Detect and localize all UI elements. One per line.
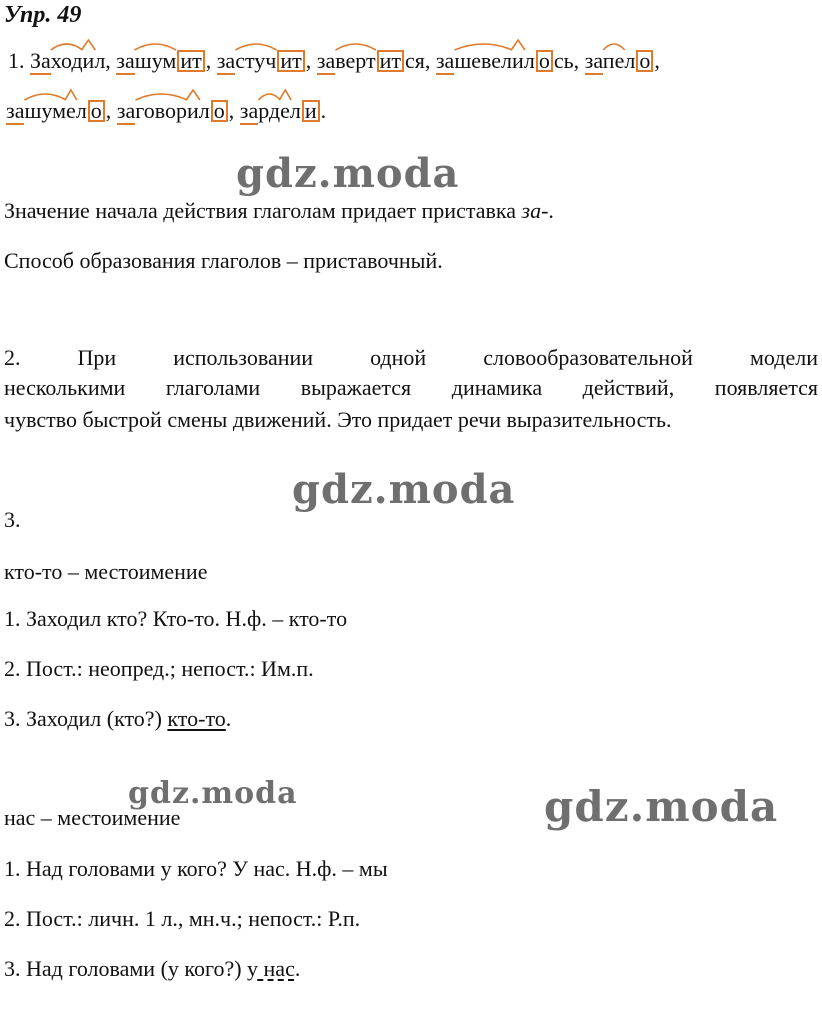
suffix-l: л [198,98,210,123]
parsed-word [240,98,321,124]
prefix: За [30,48,51,73]
section2-line-2: несколькими глаголами выражается динамика действий, появляется [4,375,818,400]
section3-number: 3. [4,507,21,532]
section2-line-3: чувство быстрой смены движений. Это придает речи выразительность. [4,407,672,432]
word-list: Заходил , зашум ит , застуч ит , заверт ит ся , зашевелил о сь , запел о , [30,48,660,73]
suffix: и [512,48,524,73]
exercise-title: Упр. 49 [4,2,82,28]
postfix: ся [404,48,425,73]
method-sentence: Способ образования глаголов – приставочный. [4,248,443,273]
ending: о [636,50,653,72]
prefix: за [116,48,135,73]
suffix-l: л [94,48,106,73]
root: шум [134,48,177,73]
ending: и [302,100,320,122]
parsed-word [30,48,105,74]
nas-heading: нас – местоимение [4,805,181,830]
section2-line-1: 2. При использовании одной словообразовательной модели [4,345,818,370]
kto-to-point-3: 3. Заходил (кто?) кто-то. [4,706,232,731]
nas-point-3: 3. Над головами (у кого?) у нас. [4,956,301,981]
watermark: gdz.moda [544,782,779,831]
prefix: за [116,98,136,123]
ending: ит [177,50,204,72]
watermark: gdz.moda [292,466,516,513]
parsed-word [317,48,425,74]
nas-point-1: 1. Над головами у кого? У нас. Н.ф. – мы [4,856,388,881]
parsed-words-line-2 [6,98,326,124]
watermark: gdz.moda [236,150,460,197]
parsed-word [585,48,655,74]
kto-to-point-2: 2. Пост.: неопред.; непост.: Им.п. [4,656,314,681]
root: верт [335,48,376,73]
root: шевел [454,48,513,73]
ending: ит [277,50,304,72]
root: говор [135,98,187,123]
ending: ит [377,50,404,72]
root: шум [24,98,67,123]
root: ход [50,48,83,73]
kto-to-heading: кто-то – местоимение [4,559,208,584]
suffix: е [280,98,290,123]
root: пе [602,48,625,73]
prefix: за [239,98,259,123]
suffix-l: л [523,48,535,73]
suffix: и [82,48,95,73]
parsed-word [117,98,229,124]
kto-to-point-1: 1. Заходил кто? Кто-то. Н.ф. – кто-то [4,606,348,631]
ending: о [211,100,228,122]
prefix: за [316,48,336,73]
postfix: сь [553,48,574,73]
parsed-word [116,48,205,74]
parsed-word [6,98,106,124]
watermark: gdz.moda [128,776,298,811]
prefix: за [435,48,455,73]
suffix: и [186,98,199,123]
suffix-l: л [75,98,87,123]
parsed-word [217,48,306,74]
word-list: зашумел о , заговорил о , зардел и . [6,98,326,123]
ending: о [88,100,105,122]
suffix: е [66,98,76,123]
root: рд [258,98,281,123]
prefix: за [216,48,236,73]
prefix: за [6,98,25,123]
parsed-word [436,48,574,74]
parsed-words-line-1: 1. Заходил , зашум ит , застуч ит , заверт ит ся , зашевелил о сь , запел о , [8,48,660,74]
meaning-sentence: Значение начала действия глаголам придает приставка за-. [4,198,554,223]
prefix: за [584,48,603,73]
root: стуч [235,48,277,73]
suffix-l: л [624,48,636,73]
ending: о [536,50,553,72]
nas-point-2: 2. Пост.: личн. 1 л., мн.ч.; непост.: Р.п. [4,906,361,931]
suffix-l: л [289,98,301,123]
